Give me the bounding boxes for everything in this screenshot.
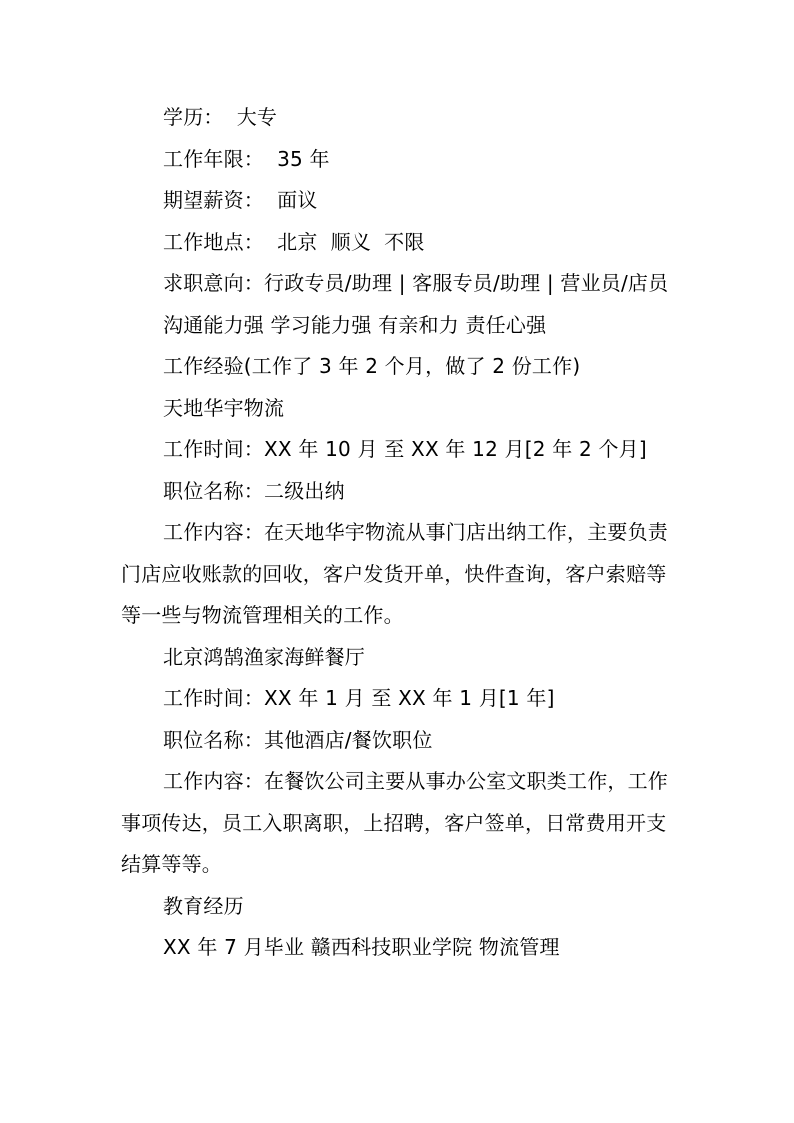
work-period-1: 工作时间：XX 年 10 月 至 XX 年 12 月[2 年 2 个月]: [163, 437, 647, 461]
education-entry: XX 年 7 月毕业 赣西科技职业学院 物流管理: [163, 935, 560, 959]
expected-salary: 期望薪资： 面议: [163, 188, 318, 212]
job-intention: 求职意向：行政专员/助理 | 客服专员/助理 | 营业员/店员: [163, 271, 669, 295]
company-name-2: 北京鸿鹄渔家海鲜餐厅: [163, 644, 365, 669]
job-title-2: 职位名称：其他酒店/餐饮职位: [163, 727, 433, 752]
work-location: 工作地点： 北京 顺义 不限: [163, 229, 425, 254]
work-period-2: 工作时间：XX 年 1 月 至 XX 年 1 月[1 年]: [163, 686, 555, 710]
job-description-1: 工作内容：在天地华宇物流从事门店出纳工作，主要负责门店应收账款的回收，客户发货开单，快件查询，客户索赔等等一些与物流管理相关的工作。: [121, 520, 668, 627]
education-level: 学历： 大专: [163, 105, 278, 129]
personal-strengths: 沟通能力强 学习能力强 有亲和力 责任心强: [163, 312, 547, 337]
years-of-work: 工作年限： 35 年: [163, 146, 330, 171]
job-title-1: 职位名称：二级出纳: [163, 478, 345, 503]
document-body: [121, 97, 677, 969]
education-heading: 教育经历: [163, 893, 244, 918]
work-experience-heading: 工作经验(工作了 3 年 2 个月，做了 2 份工作): [163, 354, 581, 378]
company-name-1: 天地华宇物流: [163, 395, 285, 420]
job-description-2: 工作内容：在餐饮公司主要从事办公室文职类工作，工作事项传达，员工入职离职，上招聘，客户签单，日常费用开支结算等等。: [121, 769, 668, 876]
